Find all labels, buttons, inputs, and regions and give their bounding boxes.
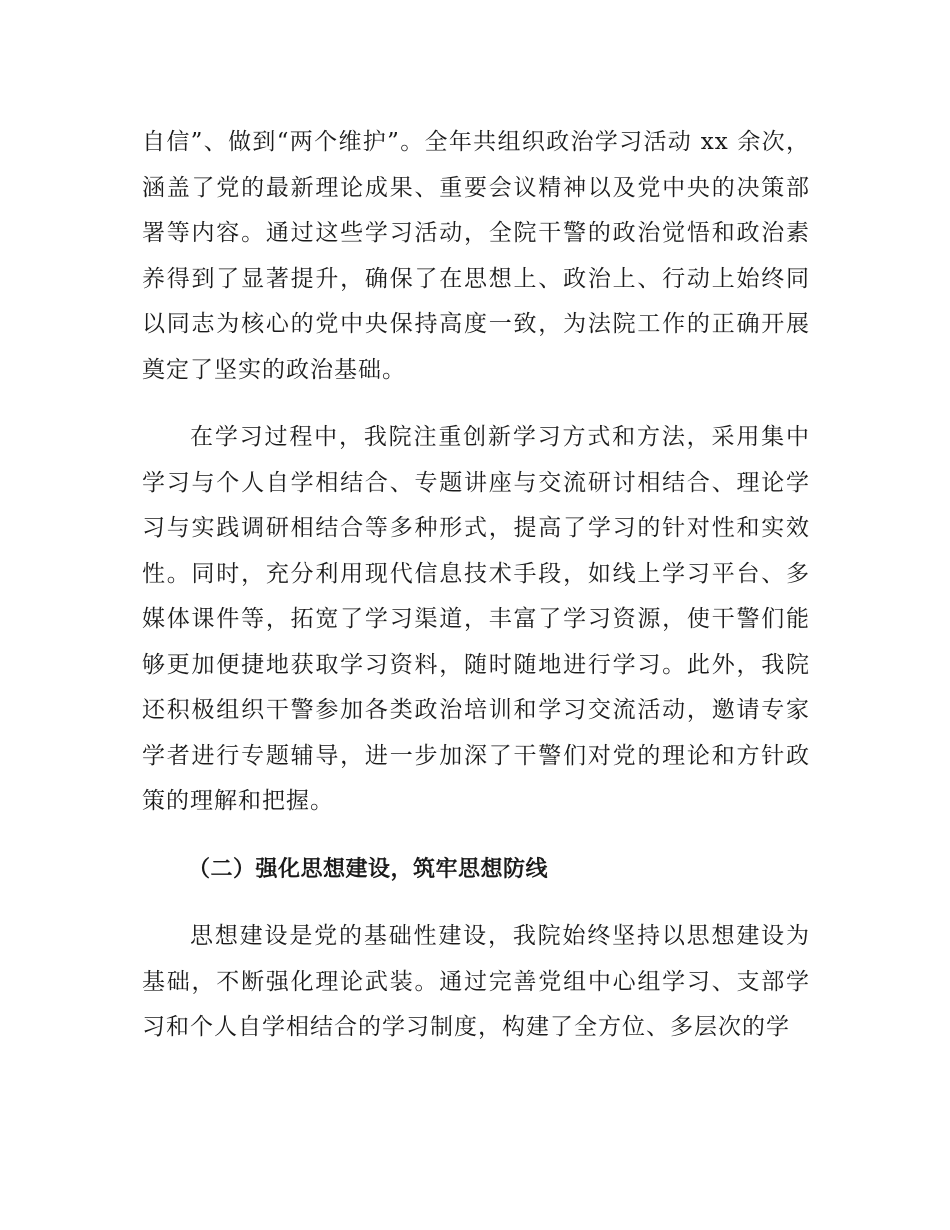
document-page	[142, 120, 810, 1051]
section-heading: （二）强化思想建设，筑牢思想防线	[188, 856, 549, 882]
paragraph-learning-methods: 在学习过程中，我院注重创新学习方式和方法，采用集中学习与个人自学相结合、专题讲座与交流研讨相结合、理论学习与实践调研相结合等多种形式，提高了学习的针对性和实效性。同时，充分利用现代信息技术手段，如线上学习平台、多媒体课件等，拓宽了学习渠道，丰富了学习资源，使干警们能够更加便捷地获取学习资料，随时随地进行学习。此外，我院还积极组织干警参加各类政治培训和学习交流活动，邀请专家学者进行专题辅导，进一步加深了干警们对党的理论和方针政策的理解和把握。	[142, 424, 810, 814]
paragraph-political-study-results: 自信”、做到“两个维护”。全年共组织政治学习活动 xx 余次，涵盖了党的最新理论成果、重要会议精神以及党中央的决策部署等内容。通过这些学习活动，全院干警的政治觉悟和政治素养得到了显著提升，确保了在思想上、政治上、行动上始终同以同志为核心的党中央保持高度一致，为法院工作的正确开展奠定了坚实的政治基础。	[142, 129, 810, 383]
paragraph-ideological-building: 思想建设是党的基础性建设，我院始终坚持以思想建设为基础，不断强化理论武装。通过完善党组中心组学习、支部学习和个人自学相结合的学习制度，构建了全方位、多层次的学	[142, 923, 810, 1040]
